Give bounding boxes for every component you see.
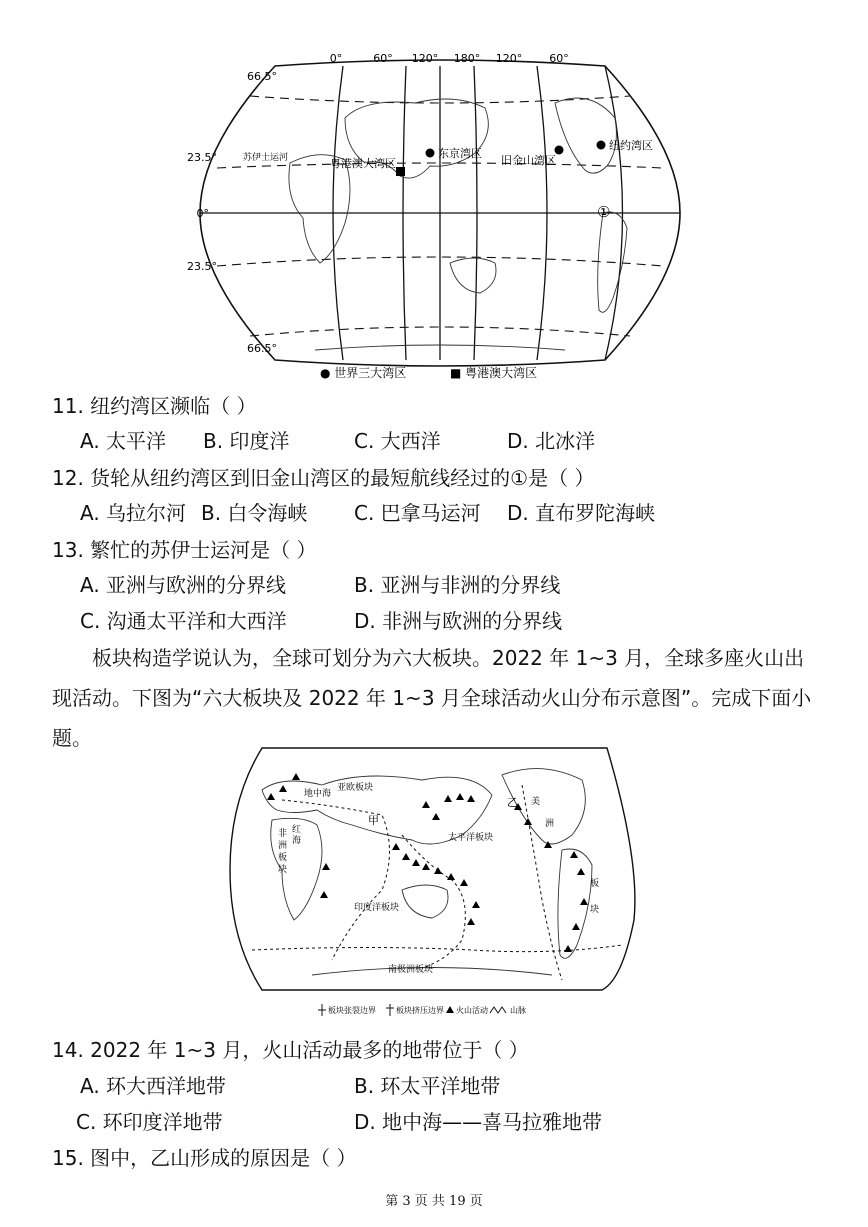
tokyo-dot — [426, 149, 435, 158]
suez-label: 苏伊士运河 — [243, 153, 289, 163]
lat-label: 23.5° — [187, 260, 217, 273]
jia-label: 甲 — [368, 814, 379, 827]
indian-plate-label: 印度洋板块 — [354, 903, 400, 913]
america-label-1: 美 — [531, 797, 541, 807]
lon-label: 120° — [411, 52, 439, 65]
ny-label: 纽约湾区 — [609, 139, 653, 152]
gba-label: 粤港澳大湾区 — [330, 157, 396, 170]
q11-option-d[interactable]: D. 北冰洋 — [507, 429, 596, 453]
map2-legend — [318, 1004, 526, 1016]
legend-mountain: 山脉 — [510, 1006, 526, 1015]
question-15: 15. 图中，乙山形成的原因是（ ） — [52, 1146, 357, 1170]
eurasia-plate-label: 亚欧板块 — [337, 783, 374, 793]
american-plate-label-1: 板 — [590, 879, 600, 889]
lon-label: 180° — [453, 52, 481, 65]
legend-world-bays: ● 世界三大湾区 — [320, 366, 407, 380]
q11-option-c[interactable]: C. 大西洋 — [354, 429, 441, 453]
africa-plate-label-2: 洲 — [278, 841, 288, 851]
intro-paragraph: 板块构造学说认为，全球可划分为六大板块。2022 年 1~3 月，全球多座火山出现活动。下图为“六大板块及 2022 年 1~3 月全球活动火山分布示意图”。完成下面小题。 — [52, 646, 812, 750]
america-label-2: 洲 — [545, 819, 555, 829]
lon-label: 120° — [495, 52, 523, 65]
page-footer: 第 3 页 共 19 页 — [385, 1194, 483, 1209]
american-plate-label-2: 块 — [590, 905, 600, 915]
plate-volcano-map — [222, 740, 642, 1020]
africa-plate-label-3: 板 — [278, 853, 288, 863]
africa-plate-label-1: 非 — [278, 829, 288, 839]
lon-label: 60° — [549, 52, 569, 65]
map1-legend — [320, 365, 537, 380]
legend-volcano: 火山活动 — [456, 1006, 488, 1015]
q13-option-d[interactable]: D. 非洲与欧洲的分界线 — [354, 609, 563, 633]
tokyo-label: 东京湾区 — [438, 147, 482, 160]
question-13: 13. 繁忙的苏伊士运河是（ ） — [52, 538, 317, 562]
ny-dot — [597, 141, 606, 150]
question-11: 11. 纽约湾区濒临（ ） — [52, 394, 257, 418]
lat-label: 23.5° — [187, 151, 217, 164]
q11-option-a[interactable]: A. 太平洋 — [80, 429, 167, 453]
lat-label: 66.5° — [247, 70, 277, 83]
marker-1-label: ① — [597, 203, 611, 221]
gba-square — [396, 167, 405, 176]
q12-option-b[interactable]: B. 白令海峡 — [201, 501, 308, 525]
legend-gba: ■ 粤港澳大湾区 — [450, 366, 538, 380]
africa-plate-label-4: 块 — [278, 865, 288, 875]
q12-option-a[interactable]: A. 乌拉尔河 — [80, 501, 187, 525]
q11-option-b[interactable]: B. 印度洋 — [203, 429, 290, 453]
q14-option-c[interactable]: C. 环印度洋地带 — [76, 1110, 223, 1134]
legend-collide: 板块挤压边界 — [396, 1006, 444, 1015]
q14-option-d[interactable]: D. 地中海——喜马拉雅地带 — [354, 1110, 603, 1134]
map2-outline — [230, 748, 635, 990]
lon-label: 60° — [373, 52, 393, 65]
red-sea-label-2: 海 — [292, 836, 302, 846]
q13-option-a[interactable]: A. 亚洲与欧洲的分界线 — [80, 573, 287, 597]
dizhonghai-label: 地中海 — [304, 789, 332, 799]
yi-label: 乙 — [507, 796, 518, 809]
lon-label: 0° — [329, 52, 343, 65]
sf-label: 旧金山湾区 — [501, 154, 556, 167]
q12-option-d[interactable]: D. 直布罗陀海峡 — [507, 501, 656, 525]
lat-label: 0° — [196, 207, 209, 220]
q12-option-c[interactable]: C. 巴拿马运河 — [354, 501, 481, 525]
q13-option-c[interactable]: C. 沟通太平洋和大西洋 — [80, 609, 287, 633]
world-bay-area-map — [187, 48, 685, 384]
antarctic-plate-label: 南极洲板块 — [388, 965, 434, 975]
question-12: 12. 货轮从纽约湾区到旧金山湾区的最短航线经过的①是（ ） — [52, 466, 595, 490]
lat-label: 66.5° — [247, 342, 277, 355]
q14-option-a[interactable]: A. 环大西洋地带 — [80, 1074, 227, 1098]
q14-option-b[interactable]: B. 环太平洋地带 — [354, 1074, 501, 1098]
legend-rift: 板块张裂边界 — [328, 1006, 376, 1015]
q13-option-b[interactable]: B. 亚洲与非洲的分界线 — [354, 573, 561, 597]
question-14: 14. 2022 年 1~3 月，火山活动最多的地带位于（ ） — [52, 1038, 529, 1062]
pacific-plate-label: 太平洋板块 — [448, 833, 494, 843]
red-sea-label-1: 红 — [292, 825, 302, 835]
